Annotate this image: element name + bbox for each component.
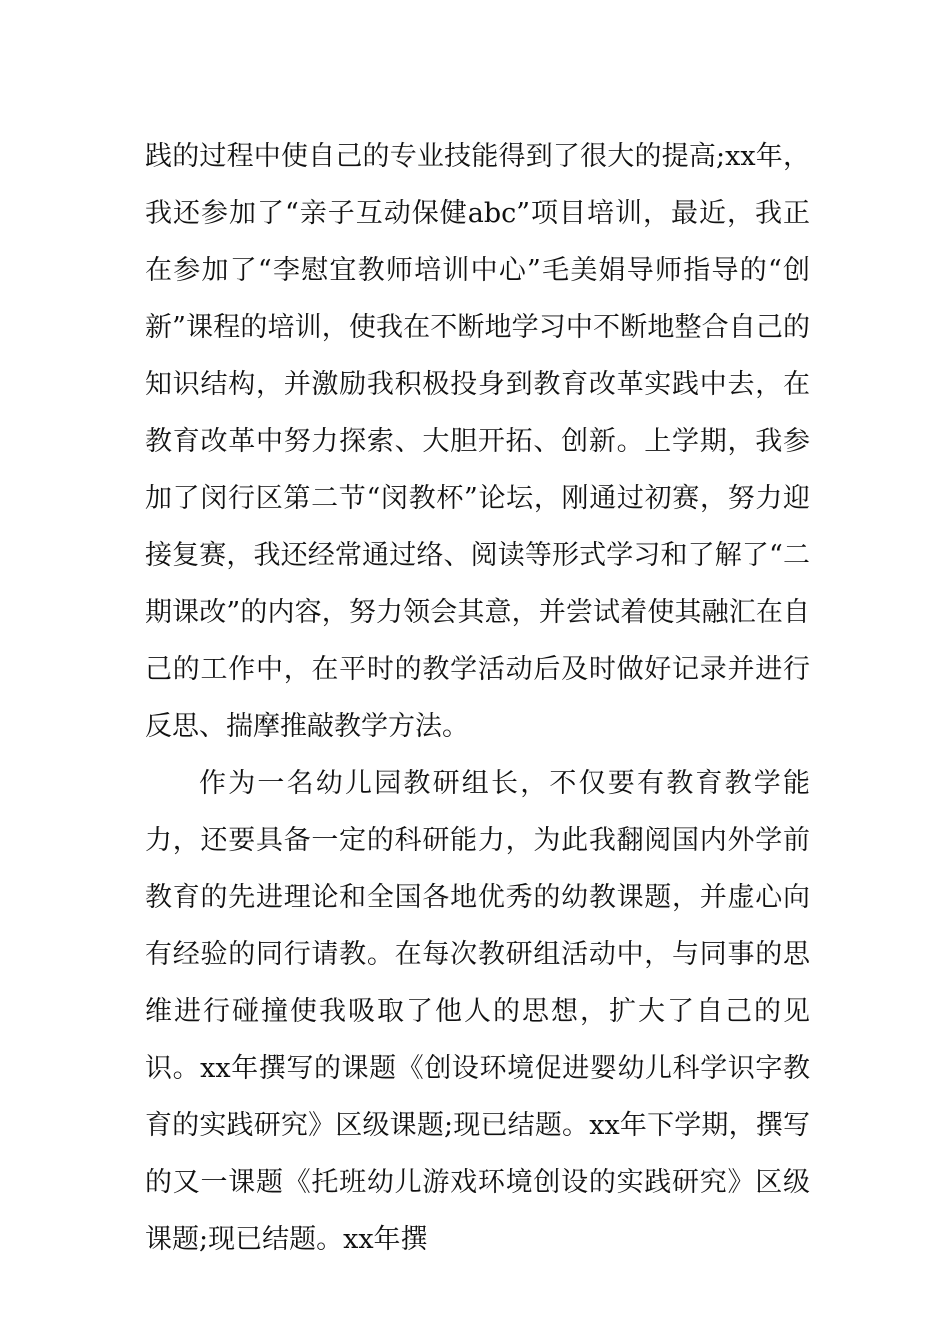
document-body bbox=[145, 128, 810, 1268]
paragraph-2: 作为一名幼儿园教研组长，不仅要有教育教学能力，还要具备一定的科研能力，为此我翻阅国内外学前教育的先进理论和全国各地优秀的幼教课题，并虚心向有经验的同行请教。在每次教研组活动中，与同事的思维进行碰撞使我吸取了他人的思想，扩大了自己的见识。xx年撰写的课题《创设环境促进婴幼儿科学识字教育的实践研究》区级课题;现已结题。xx年下学期，撰写的又一课题《托班幼儿游戏环境创设的实践研究》区级课题;现已结题。xx年撰 bbox=[145, 768, 810, 1255]
paragraph-1: 践的过程中使自己的专业技能得到了很大的提高;xx年，我还参加了“亲子互动保健abc”项目培训，最近，我正在参加了“李慰宜教师培训中心”毛美娟导师指导的“创新”课程的培训，使我在不断地学习中不断地整合自己的知识结构，并激励我积极投身到教育改革实践中去，在教育改革中努力探索、大胆开拓、创新。上学期，我参加了闵行区第二节“闵教杯”论坛，刚通过初赛，努力迎接复赛，我还经常通过络、阅读等形式学习和了解了“二期课改”的内容，努力领会其意，并尝试着使其融汇在自己的工作中，在平时的教学活动后及时做好记录并进行反思、揣摩推敲教学方法。 bbox=[145, 141, 810, 742]
